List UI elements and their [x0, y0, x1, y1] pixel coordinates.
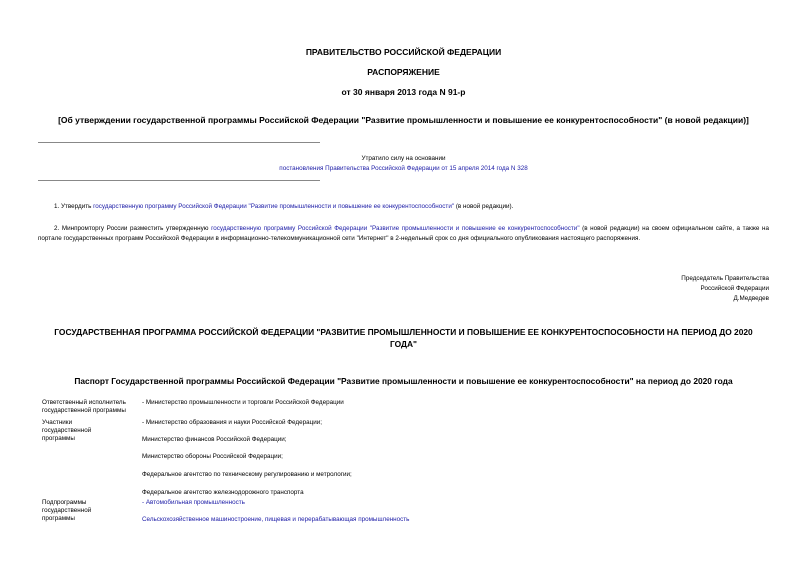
signature-country: Российской Федерации [700, 285, 769, 292]
participant-item: Федеральное агентство по техническому регулированию и метрологии; [142, 471, 352, 478]
paragraph-2 [38, 224, 769, 243]
subprogram-link-agri-machinery[interactable]: Сельскохозяйственное машиностроение, пищевая и перерабатывающая промышленность [142, 516, 410, 523]
program-title: ГОСУДАРСТВЕННАЯ ПРОГРАММА РОССИЙСКОЙ ФЕДЕРАЦИИ "РАЗВИТИЕ ПРОМЫШЛЕННОСТИ И ПОВЫШЕНИЕ ЕЕ КОНКУРЕНТОСПОСОБНОСТИ НА ПЕРИОД ДО 2020 ГОДА" [54, 327, 753, 349]
participants-label: Участники государственной программы [42, 419, 92, 442]
divider-bottom [38, 180, 320, 181]
signature-name: Д.Медведев [733, 295, 769, 302]
subprograms-label: Подпрограммы государственной программы [42, 499, 92, 522]
signature-position: Председатель Правительства [681, 275, 769, 282]
divider-top [38, 142, 320, 143]
document-type: РАСПОРЯЖЕНИЕ [367, 67, 440, 77]
subprogram-link-automotive[interactable]: - Автомобильная промышленность [142, 499, 245, 506]
participant-item: - Министерство образования и науки Российской Федерации; [142, 419, 322, 426]
program-link-1[interactable]: государственную программу Российской Федерации "Развитие промышленности и повышение ее конкурентоспособности" [93, 203, 455, 210]
paragraph-1-tail: (в новой редакции). [454, 203, 514, 210]
participant-item: Федеральное агентство железнодорожного транспорта [142, 489, 304, 496]
document-title: [Об утверждении государственной программы Российской Федерации "Развитие промышленности и повышение ее конкурентоспособности" (в новой редакции)] [58, 115, 749, 125]
paragraph-2-tail: (в новой редакции) на своем официальном сайте, а также на портале государственных программ Российской Федерации в информационно-телекоммуникационной сети "Интернет" в 2-недельный срок со дня официального опубликования настоящего распоряжения. [38, 225, 769, 242]
paragraph-1 [38, 202, 769, 212]
paragraph-2-text: 2. Минпромторгу России разместить утвержденную [54, 225, 212, 232]
government-heading: ПРАВИТЕЛЬСТВО РОССИЙСКОЙ ФЕДЕРАЦИИ [305, 47, 502, 57]
status-link[interactable]: постановления Правительства Российской Федерации от 15 апреля 2014 года N 328 [279, 165, 528, 172]
status-note: Утратило силу на основании [361, 155, 446, 162]
passport-title: Паспорт Государственной программы Российской Федерации "Развитие промышленности и повышение ее конкурентоспособности" на период до 2020 года [74, 376, 733, 386]
document-date-number: от 30 января 2013 года N 91-р [341, 87, 466, 97]
signature-block [681, 274, 769, 304]
participant-item: Министерство финансов Российской Федерации; [142, 436, 287, 443]
paragraph-1-text: 1. Утвердить [54, 203, 94, 210]
responsible-label: Ответственный исполнитель государственной программы [42, 399, 126, 414]
responsible-value: - Министерство промышленности и торговли Российской Федерации [142, 399, 344, 406]
program-link-2[interactable]: государственную программу Российской Федерации "Развитие промышленности и повышение ее конкурентоспособности" [211, 225, 580, 232]
participant-item: Министерство обороны Российской Федерации; [142, 453, 283, 460]
